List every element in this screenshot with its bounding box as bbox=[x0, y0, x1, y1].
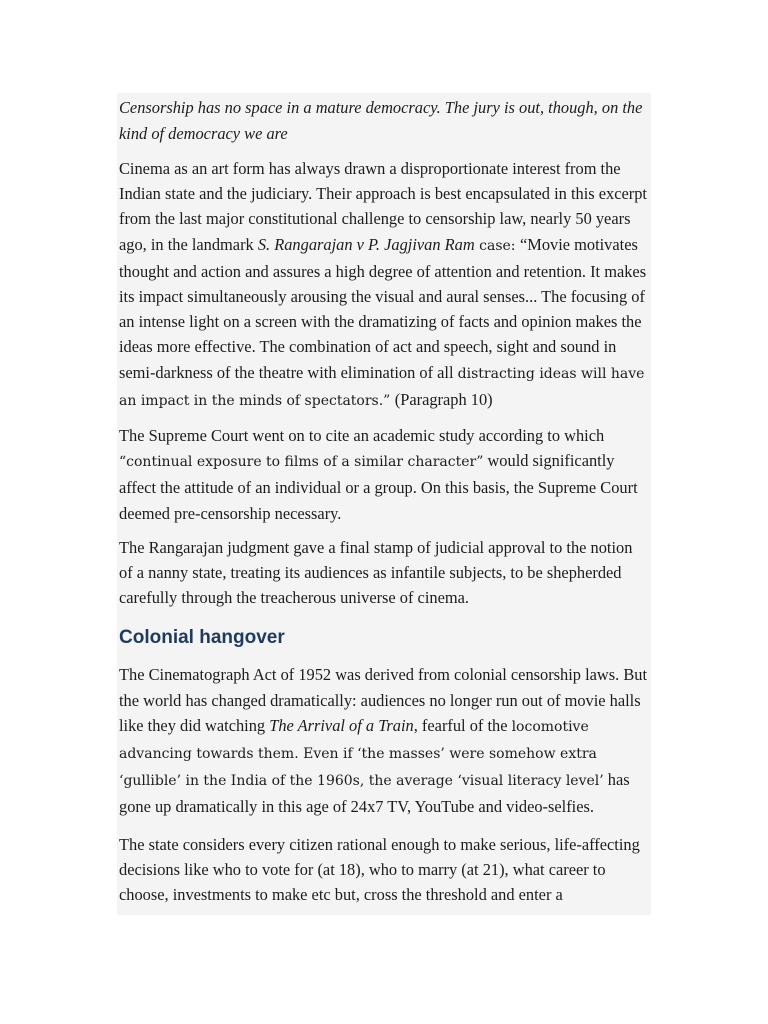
paragraph-4-text-d: has gone up dramatically in this age of 24x7 TV, YouTube and video-selfies. bbox=[119, 770, 630, 817]
film-title: The Arrival of a Train bbox=[269, 715, 414, 735]
paragraph-4-text-c: locomotive advancing towards them. Even if ‘the masses’ were somehow extra ‘gullible’ in the India of the 1960s, the average ‘visual literacy level’ bbox=[119, 718, 604, 790]
paragraph-2-quote: “continual exposure to films of a similar character” bbox=[119, 454, 484, 471]
paragraph-1-quote: “Movie motivates thought and action and assures a high degree of attention and retention. It makes its impact simultaneously arousing the visual and aural senses... The focusing of an intense light on a screen with the dramatizing of facts and opinion makes the ideas more effective. The combination of act and speech, sight and sound in semi-darkness of the theatre with elimination of all bbox=[119, 234, 647, 382]
paragraph-4 bbox=[119, 662, 649, 819]
paragraph-4-text-b: , fearful of the bbox=[413, 715, 512, 735]
paragraph-5: The state considers every citizen rational enough to make serious, life-affecting decisions like who to vote for (at 18), who to marry (at 21), what career to choose, investments to make etc but, cross the threshold and enter a bbox=[119, 834, 640, 905]
paragraph-1-text-a: Cinema as an art form has always drawn a disproportionate interest from the Indian state and the judiciary. Their approach is best encapsulated in this excerpt from the last major constitutional challenge to censorship law, nearly 50 years ago, in the landmark bbox=[119, 159, 647, 254]
article-standfirst: Censorship has no space in a mature democracy. The jury is out, though, on the kind of democracy we are bbox=[119, 98, 643, 143]
paragraph-1-text-b: case: bbox=[474, 237, 520, 254]
paragraph-3: The Rangarajan judgment gave a final stamp of judicial approval to the notion of a nanny state, treating its audiences as infantile subjects, to be shepherded carefully through the treacherous universe of cinema. bbox=[119, 537, 633, 608]
paragraph-1-quote-end: distracting ideas will have an impact in the minds of spectators.” bbox=[119, 365, 645, 409]
paragraph-2-text-c: would significantly affect the attitude of an individual or a group. On this basis, the Supreme Court deemed pre-censorship necessary. bbox=[119, 451, 638, 523]
article-panel bbox=[117, 93, 651, 915]
paragraph-2 bbox=[119, 423, 649, 526]
paragraph-2-text-a: The Supreme Court went on to cite an academic study according to which bbox=[119, 426, 605, 446]
case-name: S. Rangarajan v P. Jagjivan Ram bbox=[257, 234, 475, 254]
paragraph-1-citation: (Paragraph 10) bbox=[394, 389, 493, 409]
article-body bbox=[117, 93, 651, 907]
paragraph-1 bbox=[119, 156, 649, 414]
section-heading: Colonial hangover bbox=[119, 627, 285, 649]
paragraph-4-text-a: The Cinematograph Act of 1952 was derived from colonial censorship laws. But the world has changed dramatically: audiences no longer run out of movie halls like they did watching bbox=[119, 665, 648, 735]
